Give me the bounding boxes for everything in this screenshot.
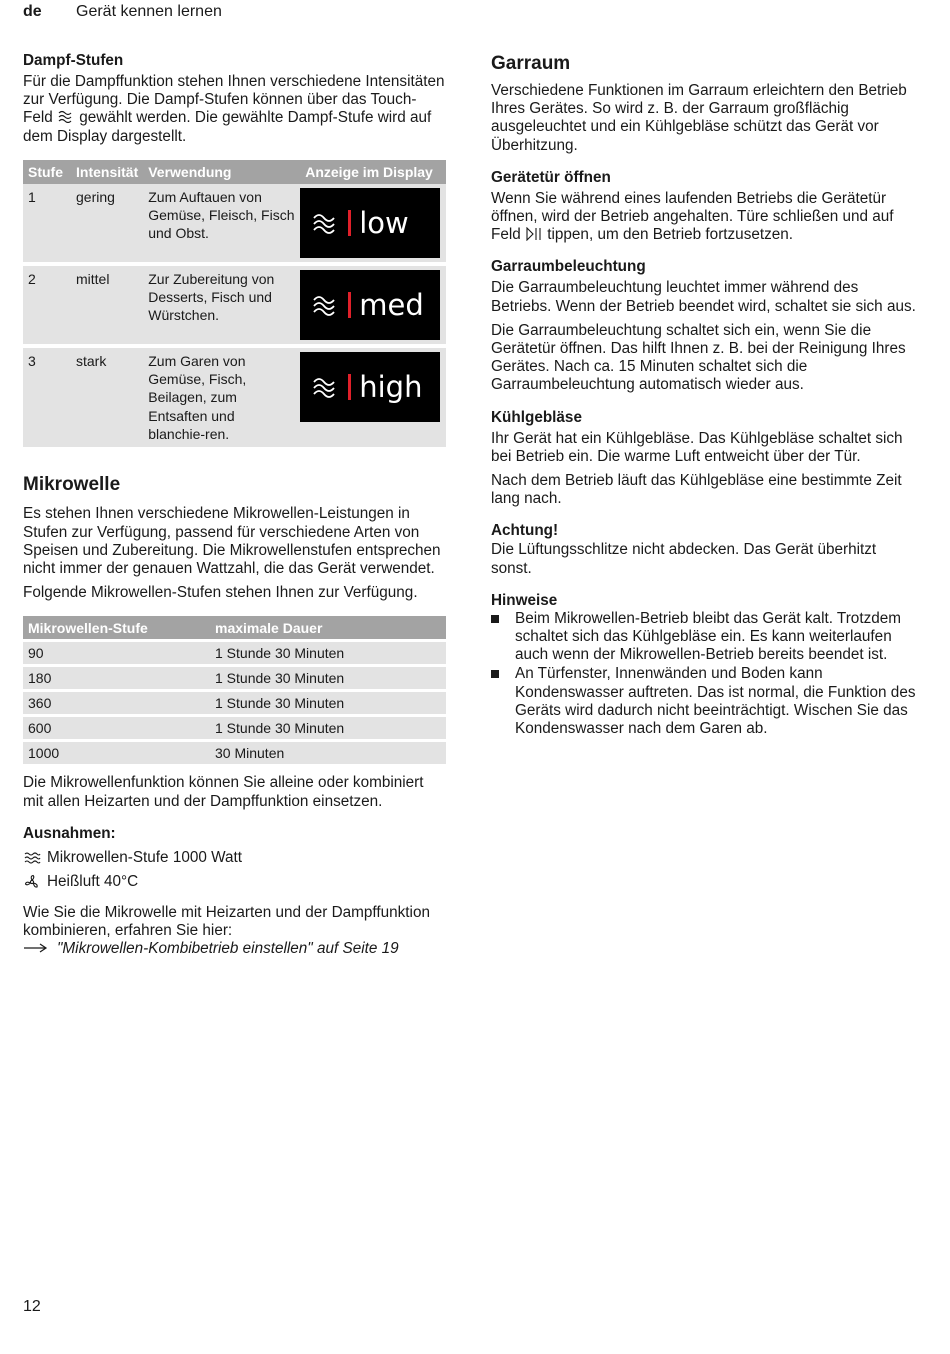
cell-stufe: 1 <box>23 184 71 264</box>
table-row <box>23 665 446 690</box>
cell-intensitaet: mittel <box>71 264 143 346</box>
achtung-title: Achtung! <box>491 522 559 540</box>
cell-dauer: 1 Stunde 30 Minuten <box>210 715 446 740</box>
geraetetuer-text <box>491 190 916 245</box>
hinweise-title: Hinweise <box>491 591 558 609</box>
table-row <box>23 346 446 447</box>
col-stufe: Mikrowellen-Stufe <box>23 616 210 640</box>
table-row <box>23 640 446 665</box>
mikrowelle-p3: Die Mikrowellenfunktion können Sie alleine oder kombiniert mit allen Heizarten und der Dampffunktion einsetzen. <box>23 774 424 810</box>
page-number: 12 <box>23 1298 41 1315</box>
right-column <box>491 52 916 739</box>
garraum-text: Verschiedene Funktionen im Garraum erleichtern den Betrieb Ihres Gerätes. So wird z. B. der Garraum großflächig ausgeleuchtet und ein Kühlgebläse schützt das Gerät vor Überhitzung. <box>491 82 907 154</box>
cell-verwendung: Zum Auftauen von Gemüse, Fleisch, Fisch und Obst. <box>143 184 300 264</box>
steam-icon <box>57 109 75 123</box>
cell-dauer: 1 Stunde 30 Minuten <box>210 665 446 690</box>
cell-stufe: 180 <box>23 665 210 690</box>
cell-verwendung: Zur Zubereitung von Desserts, Fisch und Würstchen. <box>143 264 300 346</box>
hinweis-text: An Türfenster, Innenwänden und Boden kann Kondenswasser auftreten. Das ist normal, die Funktion des Geräts wird dadurch nicht beeinträchtigt. Wischen Sie das Kondenswasser nach dem Garen ab. <box>515 665 916 738</box>
bullet-square-icon <box>491 670 499 678</box>
cell-stufe: 600 <box>23 715 210 740</box>
microwave-levels-table <box>23 616 446 764</box>
dampf-intro-b: gewählt werden. Die gewählte Dampf-Stufe wird auf dem Display dargestellt. <box>23 109 432 145</box>
display-text: high <box>359 369 423 404</box>
hinweis-text: Beim Mikrowellen-Betrieb bleibt das Gerät kalt. Trotzdem schaltet sich das Kühlgebläse ein. Es kann weiterlaufen auch wenn der Mikrowellen-Betrieb bereits beendet ist. <box>515 609 901 664</box>
cell-intensitaet: stark <box>71 346 143 447</box>
mikrowelle-title: Mikrowelle <box>23 474 121 496</box>
cross-reference-link[interactable] <box>23 940 446 958</box>
geraetetuer-title: Gerätetür öffnen <box>491 168 611 186</box>
language-code: de <box>23 3 42 20</box>
table-row <box>23 690 446 715</box>
cell-stufe: 2 <box>23 264 71 346</box>
fan-icon <box>23 874 41 890</box>
steam-icon <box>312 210 340 236</box>
cell-dauer: 1 Stunde 30 Minuten <box>210 690 446 715</box>
col-intensitaet: Intensität <box>71 160 143 184</box>
cell-stufe: 3 <box>23 346 71 447</box>
garraum-title: Garraum <box>491 53 571 74</box>
table-row <box>23 715 446 740</box>
ausnahme-2-text: Heißluft 40°C <box>47 872 139 890</box>
chapter-title: Gerät kennen lernen <box>76 3 222 20</box>
table-header-row <box>23 616 446 640</box>
list-item <box>491 665 916 738</box>
display-bar <box>348 292 351 318</box>
ausnahme-heissluft <box>23 870 446 894</box>
steam-icon <box>312 292 340 318</box>
garraumbeleuchtung-p1: Die Garraumbeleuchtung leuchtet immer während des Betriebs. Wenn der Betrieb beendet wird, schaltet sie sich aus. <box>491 279 916 315</box>
display-bar <box>348 210 351 236</box>
left-column <box>23 52 446 958</box>
mikrowelle-p2: Folgende Mikrowellen-Stufen stehen Ihnen zur Verfügung. <box>23 584 418 602</box>
col-verwendung: Verwendung <box>143 160 300 184</box>
kuehlgeblaese-p1: Ihr Gerät hat ein Kühlgebläse. Das Kühlgebläse schaltet sich bei Betrieb ein. Die warme Luft entweicht über der Tür. <box>491 429 903 465</box>
cell-dauer: 1 Stunde 30 Minuten <box>210 640 446 665</box>
col-anzeige: Anzeige im Display <box>300 160 446 184</box>
garraumbeleuchtung-title: Garraumbeleuchtung <box>491 258 646 276</box>
arrow-right-icon <box>23 940 49 954</box>
cell-anzeige <box>300 184 446 264</box>
ausnahmen-title: Ausnahmen: <box>23 824 116 842</box>
garraumbeleuchtung-p2: Die Garraumbeleuchtung schaltet sich ein, wenn Sie die Gerätetür öffnen. Das hilft Ihnen z. B. bei der Reinigung Ihres Gerätes. Nach ca. 15 Minuten schaltet sich die Garraumbeleuchtung automatisch wieder aus. <box>491 321 906 394</box>
achtung-text: Die Lüftungsschlitze nicht abdecken. Das Gerät überhitzt sonst. <box>491 541 877 577</box>
cell-anzeige <box>300 346 446 447</box>
table-header-row <box>23 160 446 184</box>
dampf-intro <box>23 73 446 146</box>
steam-levels-table <box>23 160 446 447</box>
display-text: low <box>359 205 409 240</box>
play-pause-icon <box>525 227 543 241</box>
bullet-square-icon <box>491 615 499 623</box>
cell-anzeige <box>300 264 446 346</box>
cell-dauer: 30 Minuten <box>210 740 446 764</box>
cell-intensitaet: gering <box>71 184 143 264</box>
table-row <box>23 184 446 264</box>
display-low <box>300 188 440 258</box>
cell-stufe: 1000 <box>23 740 210 764</box>
mikrowelle-p4: Wie Sie die Mikrowelle mit Heizarten und der Dampffunktion kombinieren, erfahren Sie hier: <box>23 903 430 939</box>
table-row <box>23 264 446 346</box>
col-stufe: Stufe <box>23 160 71 184</box>
display-text: med <box>359 287 424 322</box>
microwave-icon <box>23 850 41 866</box>
display-med <box>300 270 440 340</box>
ausnahme-1-text: Mikrowellen-Stufe 1000 Watt <box>47 848 242 866</box>
steam-icon <box>312 374 340 400</box>
col-dauer: maximale Dauer <box>210 616 446 640</box>
dampf-intro-a: Für die Dampffunktion stehen Ihnen verschiedene Intensitäten zur Verfügung. Die Dampf-Stufen können über das Touch-Feld <box>23 73 445 127</box>
cross-reference-text[interactable]: "Mikrowellen-Kombibetrieb einstellen" auf Seite 19 <box>57 940 399 958</box>
dampf-title: Dampf-Stufen <box>23 52 124 69</box>
ausnahme-microwave <box>23 846 446 870</box>
cell-verwendung: Zum Garen von Gemüse, Fisch, Beilagen, zum Entsaften und blanchie-ren. <box>143 346 300 447</box>
display-high <box>300 352 440 422</box>
display-bar <box>348 374 351 400</box>
geraetetuer-text-b: tippen, um den Betrieb fortzusetzen. <box>547 226 794 244</box>
cell-stufe: 90 <box>23 640 210 665</box>
hinweise-list <box>491 610 916 738</box>
kuehlgeblaese-title: Kühlgebläse <box>491 408 582 426</box>
kuehlgeblaese-p2: Nach dem Betrieb läuft das Kühlgebläse eine bestimmte Zeit lang nach. <box>491 472 902 508</box>
mikrowelle-p1: Es stehen Ihnen verschiedene Mikrowellen-Leistungen in Stufen zur Verfügung, passend für verschiedene Arten von Speisen und Zubereitung. Die Mikrowellenstufen entsprechen nicht immer der genauen Wattzahl, die das Gerät verwendet. <box>23 505 441 577</box>
table-row <box>23 740 446 764</box>
page-header <box>23 0 222 24</box>
cell-stufe: 360 <box>23 690 210 715</box>
geraetetuer-text-a: Wenn Sie während eines laufenden Betriebs die Gerätetür öffnen, wird der Betrieb angehalten. Türe schließen und auf Feld <box>491 189 894 244</box>
list-item <box>491 610 916 665</box>
